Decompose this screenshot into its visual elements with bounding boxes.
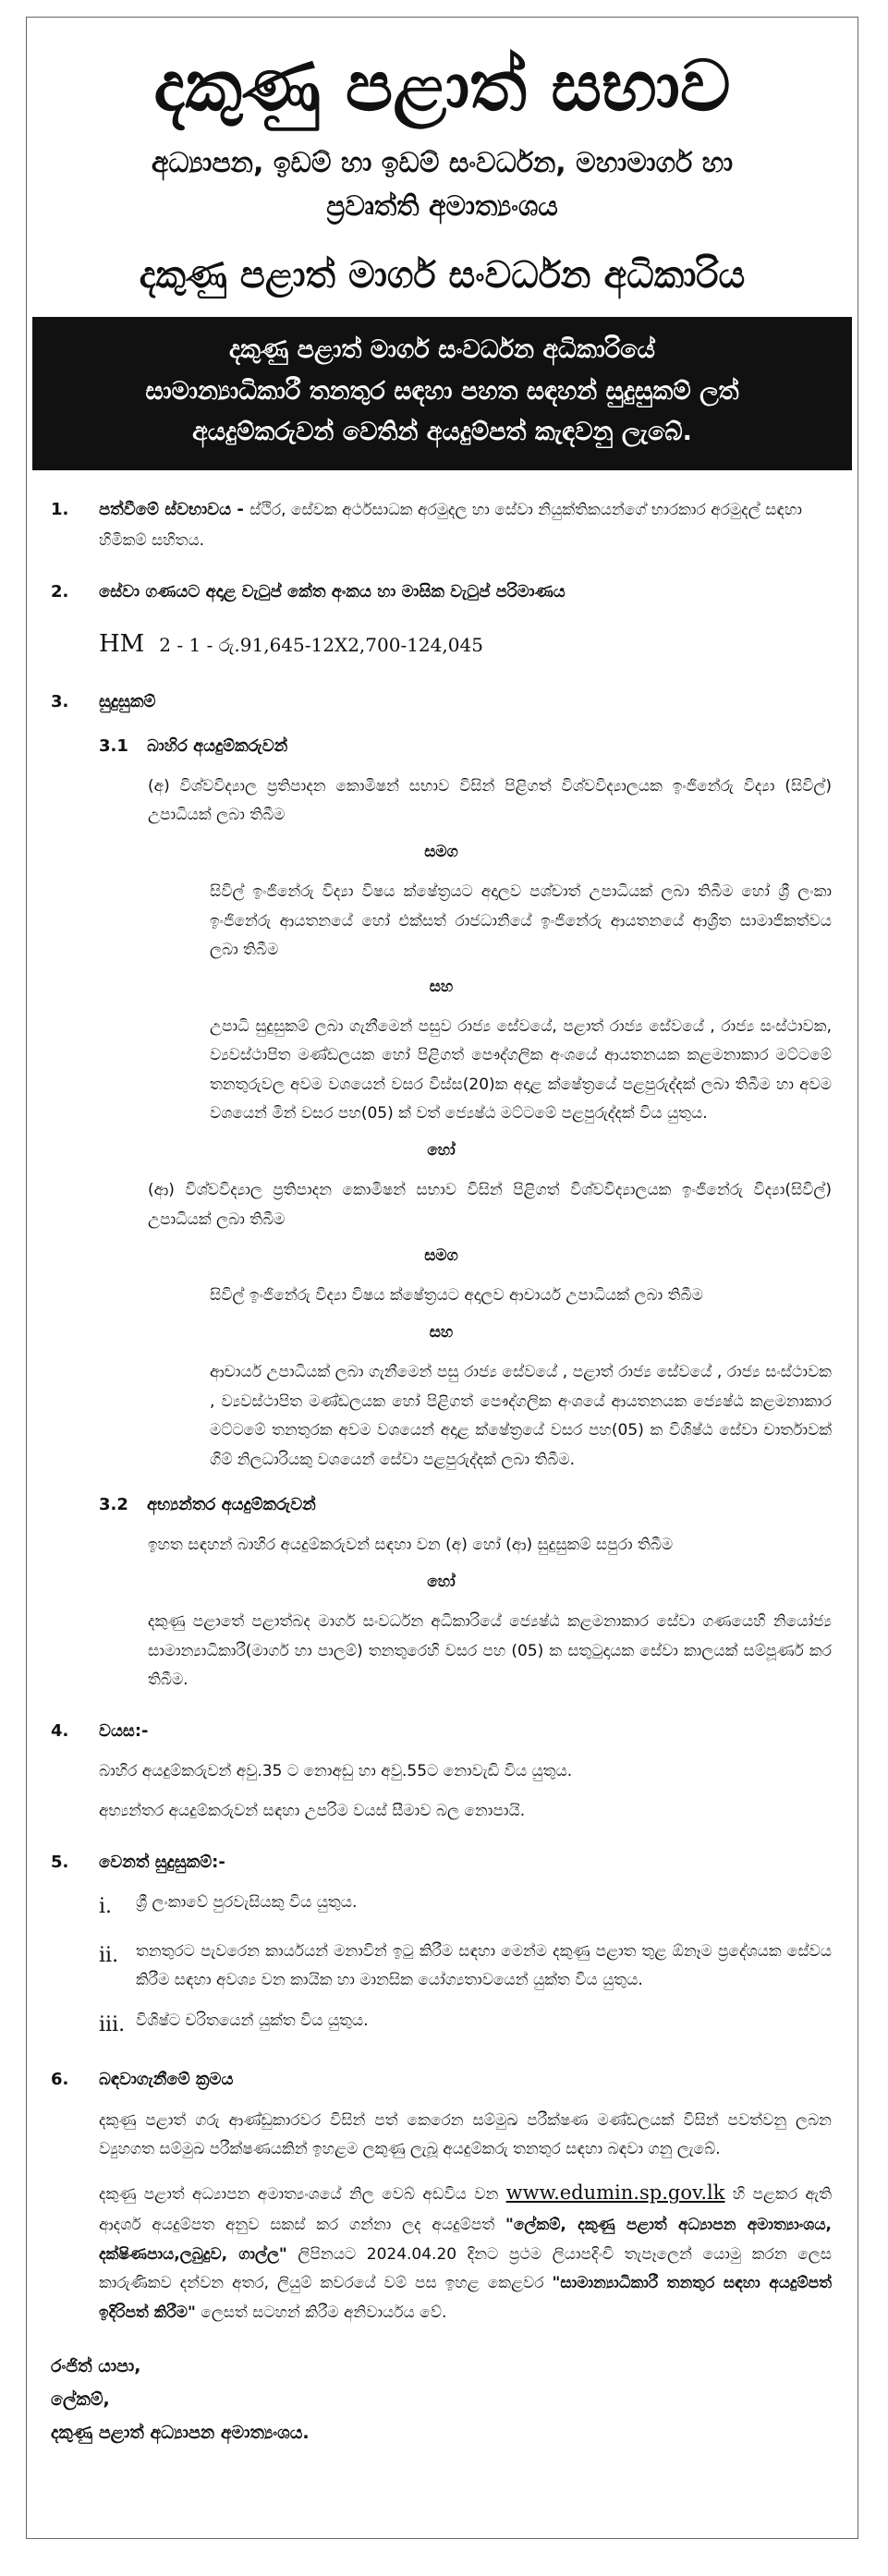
conjunction-saha: සහ bbox=[429, 977, 454, 996]
salary-scale-value: 2 - 1 - රු.91,645-12X2,700-124,045 bbox=[159, 634, 483, 657]
application-text-2: හි පළකර ඇති ආදර්ශ අයදුම්පත අනුව සකස් කර ගන්නා ලද අයදුම්පත් bbox=[99, 2185, 833, 2235]
salary-scale bbox=[99, 622, 832, 666]
section-1-content bbox=[99, 494, 832, 556]
internal-qualification-2: දකුණු පළාතේ පළාත්බද මාර්ග සංවර්ධන අධිකාරියේ ජ්‍යෙෂ්ඨ කළමනාකාර සේවා ගණයෙහි නියෝජ්‍ය සාමාන්‍යාධිකාරී(මාර්ග හා පාලම්) තනතුරෙහි වසර පහ (05) ක සතුටුදායක සේවා කාලයක් සම්පූර්ණ කර තිබීම. bbox=[148, 1612, 832, 1690]
section-6 bbox=[51, 2064, 832, 2095]
conjunction-samaga-2: සමග bbox=[424, 1246, 458, 1266]
notice-page bbox=[26, 17, 858, 2539]
ministry-line-2: ප්‍රවෘත්ති අමාත්‍යංශය bbox=[326, 189, 558, 223]
section-3 bbox=[51, 687, 832, 717]
subsection-3-2 bbox=[99, 1489, 832, 1520]
section-title: සේවා ගණයට අදාළ වැටුප් කේත අංකය හා මාසික වැටුප් පරිමාණය bbox=[99, 581, 566, 601]
signatory-organization: දකුණු පළාත් අධ්‍යාපන අමාත්‍යංශය. bbox=[51, 2423, 310, 2444]
signatory-name: රංජිත් යාපා, bbox=[51, 2356, 141, 2377]
roman-numeral: i. bbox=[99, 1895, 113, 1919]
conjunction-samaga: සමග bbox=[424, 842, 458, 861]
subsection-3-1 bbox=[99, 731, 832, 761]
section-number: 5. bbox=[51, 1852, 69, 1872]
section-number: 4. bbox=[51, 1720, 69, 1741]
section-number: 6. bbox=[51, 2070, 69, 2090]
banner-line-2: සාමාන්‍යාධිකාරී තනතුර සඳහා පහත සඳහන් සුදුසුකම් ලත් bbox=[145, 376, 739, 406]
roman-numeral: iii. bbox=[99, 2012, 126, 2036]
application-instructions bbox=[99, 2175, 832, 2327]
section-1 bbox=[51, 494, 832, 556]
banner-line-1: දකුණු පළාත් මාර්ග සංවර්ධන අධිකාරියේ bbox=[229, 335, 655, 365]
age-external: බාහිර අයදුම්කරුවන් අවු.35 ට නොඅඩු හා අවු.55ට නොවැඩි විය යුතුය. bbox=[99, 1761, 573, 1780]
other-qualification-2 bbox=[99, 1938, 832, 1996]
salary-code: HM bbox=[99, 630, 145, 659]
appointment-nature-text: ස්ථිර, සේවක අර්ථසාධක අරමුදල හා සේවා නියුක්තිකයන්ගේ භාරකාර අරමුදල් සඳහා හිමිකම් සහිතය. bbox=[99, 501, 802, 551]
subsection-title: අභ්‍යන්තර අයදුම්කරුවන් bbox=[147, 1495, 316, 1515]
age-internal: අභ්‍යන්තර අයදුම්කරුවන් සඳහා උපරිම වයස් සීමාව බල නොපායි. bbox=[99, 1802, 526, 1821]
other-qualification-text: ශ්‍රී ලංකාවේ පුරවැසියකු විය යුතුය. bbox=[136, 1893, 358, 1913]
announcement-banner bbox=[32, 317, 852, 470]
internal-qualification-1: ඉහත සඳහන් බාහිර අයදුම්කරුවන් සඳහා වන (අ) හෝ (ආ) සුදුසුකම් සපුරා තිබීම bbox=[148, 1536, 674, 1555]
council-title: දකුණු පළාත් සභාව bbox=[153, 44, 731, 127]
section-number: 2. bbox=[51, 581, 69, 601]
section-5 bbox=[51, 1847, 832, 1877]
ministry-name bbox=[27, 142, 858, 228]
other-qualification-1 bbox=[99, 1889, 832, 1926]
qualification-b: (ආ) විශ්වවිද්‍යාල ප්‍රතිපාදන කොමිෂන් සභාව විසින් පිළිගත් විශ්වවිද්‍යාලයක ඉංජිනේරු විද්‍යා(සිවිල්) උපාධියක් ලබා තිබීම bbox=[148, 1181, 832, 1229]
section-4 bbox=[51, 1716, 832, 1746]
website-link[interactable]: www.edumin.sp.gov.lk bbox=[505, 2181, 725, 2205]
application-text-1: දකුණු පළාත් අධ්‍යාපන අමාත්‍යංශයේ නිල වෙබ් අඩවිය වන bbox=[99, 2185, 499, 2205]
roman-numeral: ii. bbox=[99, 1943, 119, 1967]
qualification-a-2: සිවිල් ඉංජිනේරු විද්‍යා විෂය ක්ෂේත්‍රයට අදාලව පශ්චාත් උපාධියක් ලබා තිබීම හෝ ශ්‍රී ලංකා ඉංජිනේරු ආයතනයේ හෝ එක්සත් රාජධානියේ ඉංජිනේරු ආයතනයේ ආශ්‍රිත සාමාජිකත්වය ලබා තිබීම bbox=[210, 882, 832, 960]
recruitment-method-text: දකුණු පළාත් ගරු ආණ්ඩුකාරවර විසින් පත් කෙරෙන සම්මුඛ පරීක්ෂණ මණ්ඩලයක් විසින් පවත්වනු ලබන ව්‍යුහගත සම්මුඛ පරීක්ෂණයකින් ඉහළම ලකුණු ලැබූ අයදුම්කරු තනතුර සඳහා බඳවා ගනු ලැබේ. bbox=[99, 2110, 832, 2159]
section-title: සුදුසුකම් bbox=[99, 692, 156, 712]
section-number: 3. bbox=[51, 692, 69, 712]
conjunction-ho: හෝ bbox=[427, 1140, 456, 1160]
postal-address: "ලේකම්, දකුණු පළාත් අධ්‍යාපන අමාත්‍යාංශය, දක්ෂිණපාය,ලබුදුව, ගාල්ල" bbox=[99, 2216, 832, 2264]
subsection-number: 3.1 bbox=[99, 735, 128, 756]
conjunction-ho-2: හෝ bbox=[427, 1572, 456, 1591]
section-title: වෙනත් සුදුසුකම්:- bbox=[99, 1852, 225, 1872]
qualification-b-2: සිවිල් ඉංජිනේරු විද්‍යා විෂය ක්ෂේත්‍රයට අදාලව ආචාර්ය උපාධියක් ලබා තිබීම bbox=[210, 1286, 703, 1306]
other-qualification-text: විශිෂ්ට චරිතයෙන් යුක්ත විය යුතුය. bbox=[136, 2011, 369, 2030]
other-qualification-text: තනතුරට පැවරෙන කාර්යයන් මනාවින් ඉටු කිරීම සඳහා මෙන්ම දකුණු පළාත තුළ ඕනෑම ප්‍රදේශයක සේවය කිරීම සඳහා අවශ්‍ය වන කායික හා මානසික යෝග්‍යතාවයෙන් යුක්ත විය යුතුය. bbox=[136, 1941, 832, 1990]
ministry-line-1: අධ්‍යාපන, ඉඩම් හා ඉඩම් සංවර්ධන, මහාමාර්ග හා bbox=[151, 147, 734, 180]
section-number: 1. bbox=[51, 500, 69, 520]
application-text-4: ලෙසත් සටහන් කිරීම අනිවාර්යය වේ. bbox=[201, 2303, 447, 2322]
subsection-number: 3.2 bbox=[99, 1495, 128, 1515]
section-title: බඳවාගැනීමේ ක්‍රමය bbox=[99, 2070, 234, 2090]
signature-block bbox=[51, 2350, 832, 2449]
envelope-subject: "සාමාන්‍යාධිකාරී තනතුර සඳහා අයදුම්පත් ඉදිරිපත් කිරීම" bbox=[99, 2274, 832, 2322]
banner-line-3: අයදුම්කරුවන් වෙතින් අයදුම්පත් කැඳවනු ලැබේ. bbox=[192, 418, 692, 447]
section-title: පත්වීමේ ස්වභාවය - bbox=[99, 500, 244, 520]
authority-title: දකුණු පළාත් මාර්ග සංවර්ධන අධිකාරිය bbox=[139, 254, 746, 298]
signatory-title: ලේකම්, bbox=[51, 2389, 110, 2411]
conjunction-saha-2: සහ bbox=[429, 1322, 454, 1342]
qualification-a-3: උපාධි සුදුසුකම් ලබා ගැනීමෙන් පසුව රාජ්‍ය සේවයේ, පළාත් රාජ්‍ය සේවයේ , රාජ්‍ය සංස්ථාවක, ව්‍යවස්ථාපිත මණ්ඩලයක හෝ පිළිගත් පෞද්ගලික අංශයේ ආයතනයක කළමනාකාර මට්ටමේ තනතුරුවල අවම වශයෙන් වසර විස්ස(20)ක අදාළ ක්ෂේත්‍රයේ පළපුරුද්දක් ලබා තිබීම හා අවම වශයෙන් මින් වසර පහ(05) ක් වත් ජ්‍යෙෂ්ඨ මට්ටමේ පළපුරුද්දක් විය යුතුය. bbox=[210, 1016, 832, 1124]
other-qualification-3 bbox=[99, 2007, 832, 2045]
qualification-b-3: ආචාර්ය උපාධියක් ලබා ගැනීමෙන් පසු රාජ්‍ය සේවයේ , පළාත් රාජ්‍ය සේවයේ , රාජ්‍ය සංස්ථාවක , ව්‍යවස්ථාපිත මණ්ඩලයක හෝ පිළිගත් පෞද්ගලික අංශයේ ආයතනයක ජ්‍යෙෂ්ඨ කළමනාකාර මට්ටමේ තනතුරක අවම වශයෙන් අදාළ ක්ෂේත්‍රයේ වසර පහ(05) ක විශිෂ්ඨ සේවා චාර්තාවක් ගිම් නිලධාරියකු වශයෙන් සේවා පළපුරුද්දක් ලබා තිබීම. bbox=[210, 1363, 832, 1469]
notice-body bbox=[27, 470, 858, 2449]
section-title: වයස:- bbox=[99, 1720, 149, 1741]
section-2 bbox=[51, 577, 832, 607]
application-text-3: ලිපිනයට 2024.04.20 දිනට ප්‍රථම ලියාපදිංචි තැපෑලෙන් යොමු කරන ලෙස කාරුණිකව දන්වන අතර, ලියුම් කවරයේ වම් පස ඉහළ කෙළවර bbox=[99, 2244, 833, 2293]
qualification-a: (අ) විශ්වවිද්‍යාල ප්‍රතිපාදන කොමිෂන් සභාව විසින් පිළිගත් විශ්වවිද්‍යාලයක ඉංජිනේරු විද්‍යා (සිවිල්) උපාධියක් ලබා තිබීම bbox=[148, 776, 832, 825]
subsection-title: බාහිර අයදුම්කරුවන් bbox=[147, 735, 288, 756]
